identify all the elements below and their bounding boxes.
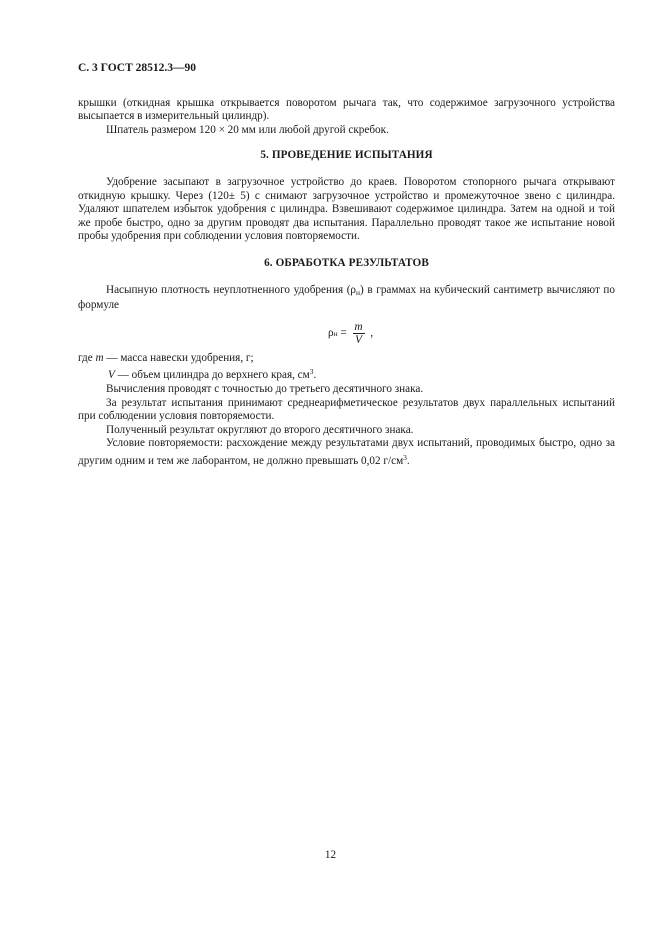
where-v-symbol: V [108,369,115,382]
density-subscript: н [356,287,361,297]
section-5-paragraph-1: Удобрение засыпают в загрузочное устройство до краев. Поворотом стопорного рычага открывают откидную крышку. Через (120± 5) с снимают загрузочное устройство и промежуточное звено с цилиндра. Удаляют шпателем избыток удобрения с цилиндра. Взвешивают содержимое цилиндра. Затем на одной и той же пробе быстро, одно за другим проводят два испытания. Параллельно проводят такое же испытание новой пробы удобрения при соблюдении условия повторяемости. [78,175,615,243]
formula-tail: , [367,326,374,339]
where-v-superscript: 3 [309,367,314,377]
repeatability-text: Условие повторяемости: расхождение между результатами двух испытаний, проводимых быстро, одно за другим одним и тем же лаборантом, не должно превышать 0,02 г/см [78,437,615,467]
where-m-symbol: m [95,351,104,364]
formula-numerator: m [354,321,363,334]
where-v-line [78,365,615,383]
section-6-paragraph-4: Полученный результат округляют до второго десятичного знака. [106,423,414,436]
intro-paragraph-2: Шпатель размером 120 × 20 мм или любой другой скребок. [106,123,389,136]
formula-fraction [353,321,365,346]
where-v-end: . [313,369,317,382]
density-text-after: ) в граммах на кубический сантиметр вычисляют по формуле [78,283,616,312]
section-6-paragraph-5 [78,437,615,468]
document-page [78,62,615,468]
where-v-text: — объем цилиндра до верхнего края, см [114,369,310,382]
formula-lhs-subscript: н [333,328,338,338]
section-6-paragraph-2: Вычисления проводят с точностью до третьего десятичного знака. [106,382,424,395]
repeatability-superscript: 3 [403,452,407,462]
formula-equals: = [337,326,350,339]
page-number: 12 [324,849,337,861]
where-m-text: — масса навески удобрения, г; [103,351,254,364]
intro-paragraph-1: крышки (откидная крышка открывается поворотом рычага так, что содержимое загрузочного устройства высыпается в измерительный цилиндр). [78,96,615,123]
section-6-title: 6. ОБРАБОТКА РЕЗУЛЬТАТОВ [264,256,429,269]
section-5-title: 5. ПРОВЕДЕНИЕ ИСПЫТАНИЯ [260,149,433,162]
where-prefix: где [78,351,96,364]
formula-denominator: V [355,334,362,347]
density-text-before: Насыпную плотность неуплотненного удобрения (ρ [106,283,357,296]
density-formula [78,319,615,349]
where-m-line [78,352,615,366]
section-6-paragraph-1 [78,284,615,313]
section-6-paragraph-3: За результат испытания принимают среднеарифметическое результатов двух параллельных испытаний при соблюдении условия повторяемости. [78,396,615,423]
formula-lhs: ρ [328,326,334,339]
page-header: С. 3 ГОСТ 28512.3—90 [78,62,197,74]
repeatability-end: . [406,454,410,467]
